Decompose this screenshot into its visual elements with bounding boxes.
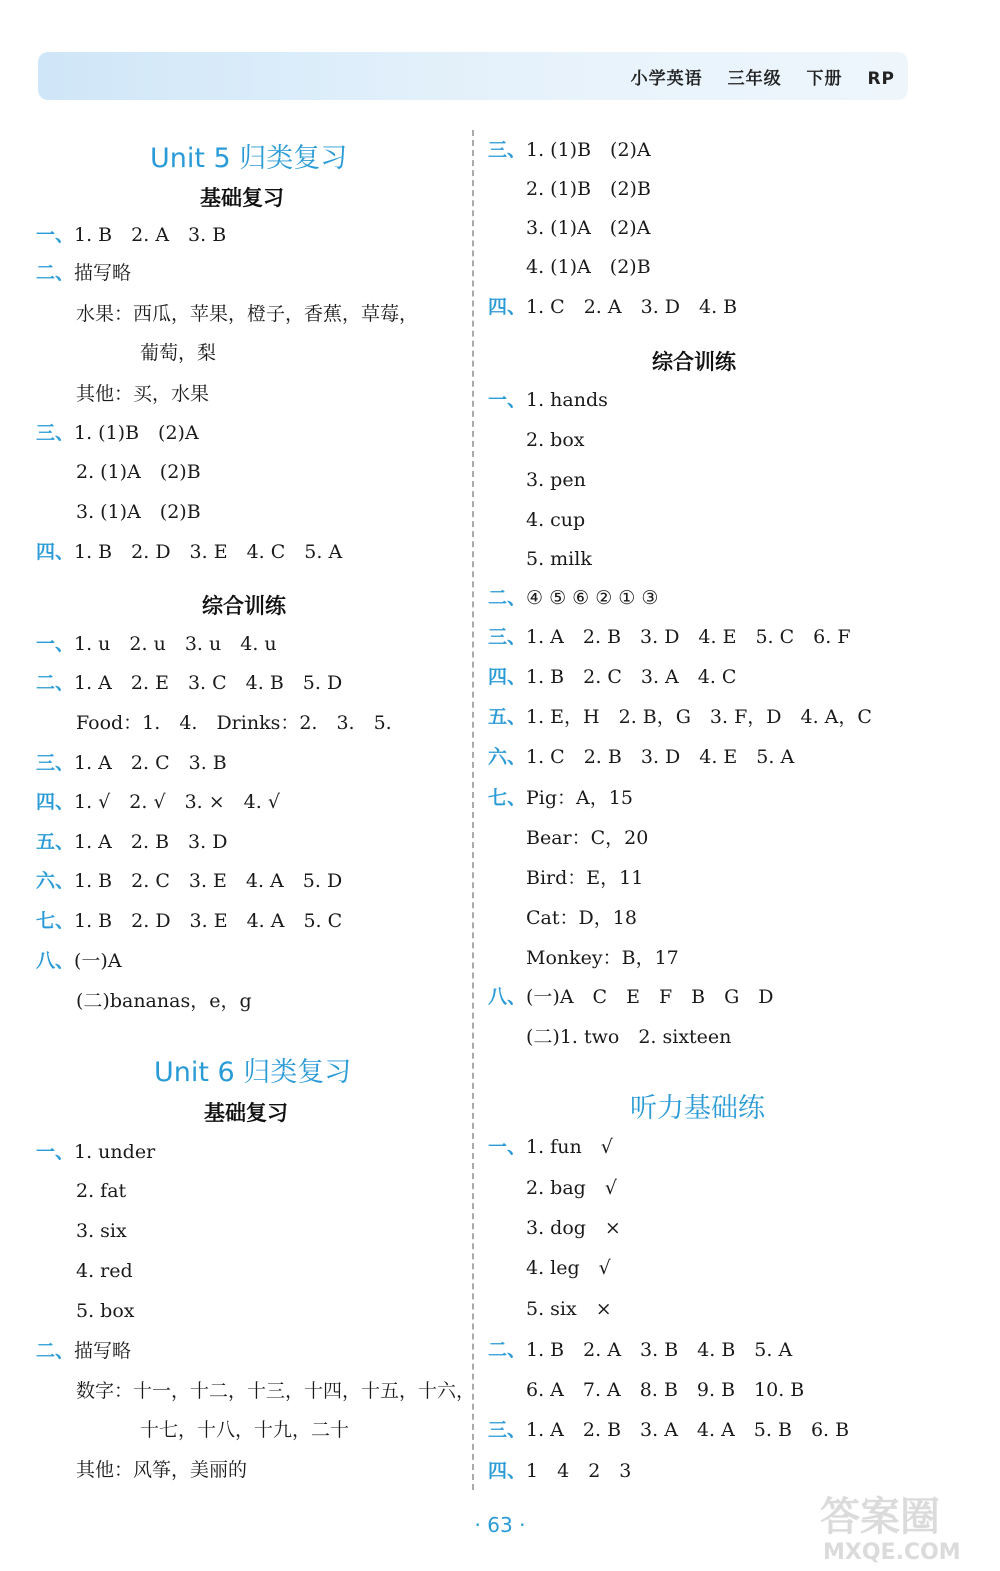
rcombo-line — [488, 786, 633, 810]
rlisten-line — [526, 1216, 621, 1240]
u5basic-line — [36, 421, 199, 445]
question-number: 七、 — [488, 787, 527, 809]
question-number: 八、 — [488, 986, 527, 1008]
u6basic-line — [76, 1179, 126, 1203]
question-number: 三、 — [488, 1419, 527, 1441]
rtop-line — [488, 138, 651, 162]
question-number: 五、 — [36, 831, 75, 853]
answer-text: Monkey：B，17 — [526, 947, 679, 969]
u5combo-line — [36, 830, 227, 854]
answer-text: 1 4 2 3 — [526, 1460, 632, 1482]
u5combo-line — [76, 989, 252, 1013]
column-divider — [472, 130, 474, 1490]
answer-text: 1. √ 2. √ 3. × 4. √ — [74, 791, 280, 813]
rcombo-line — [526, 866, 643, 890]
answer-text: 3. (1)A (2)B — [76, 501, 201, 523]
answer-text: 1. C 2. A 3. D 4. B — [526, 296, 738, 318]
answer-text: 1. B 2. D 3. E 4. A 5. C — [74, 910, 343, 932]
rtop-line — [526, 177, 651, 201]
answer-text: 2. box — [526, 429, 585, 451]
watermark-logo — [815, 1485, 985, 1565]
answer-text: (二)1. two 2. sixteen — [526, 1026, 732, 1048]
answer-text: 1. A 2. C 3. B — [74, 752, 227, 774]
question-number: 六、 — [488, 746, 527, 768]
u5combo-line — [36, 869, 342, 893]
answer-text: 1. (1)B (2)A — [74, 422, 199, 444]
answer-text: Pig：A，15 — [526, 787, 633, 809]
answer-text: 2. (1)A (2)B — [76, 461, 201, 483]
u5basic-line — [76, 382, 209, 406]
question-number: 一、 — [488, 389, 527, 411]
answer-text: 葡萄，梨 — [140, 342, 217, 364]
rcombo-line — [488, 586, 658, 610]
answer-text: 2. (1)B (2)B — [526, 178, 651, 200]
rcombo-line — [488, 625, 851, 649]
answer-text: 描写略 — [74, 262, 132, 284]
answer-text: 数字：十一，十二，十三，十四，十五，十六， — [76, 1380, 476, 1402]
rcombo-line — [526, 826, 648, 850]
answer-text: 1. B 2. C 3. A 4. C — [526, 666, 737, 688]
answer-text: 其他：风筝，美丽的 — [76, 1459, 248, 1481]
answer-text: 描写略 — [74, 1340, 132, 1362]
answer-text: 4. leg √ — [526, 1257, 611, 1279]
question-number: 三、 — [36, 422, 75, 444]
rcombo-line — [488, 665, 736, 689]
rcombo-line — [526, 1025, 731, 1049]
answer-text: 3. pen — [526, 469, 586, 491]
rlisten-line — [526, 1256, 611, 1280]
question-number: 八、 — [36, 950, 75, 972]
rcombo-line — [526, 906, 637, 930]
question-number: 二、 — [488, 587, 527, 609]
u5basic-line — [36, 540, 342, 564]
rtop-line — [526, 216, 650, 240]
answer-text: (二)bananas，e，g — [76, 990, 252, 1012]
rtop-line — [488, 295, 737, 319]
question-number: 七、 — [36, 910, 75, 932]
answer-text: 1. B 2. C 3. E 4. A 5. D — [74, 870, 343, 892]
answer-text: 4. (1)A (2)B — [526, 256, 651, 278]
question-number: 二、 — [36, 1340, 75, 1362]
question-number: 一、 — [36, 1141, 75, 1163]
u6basic-line — [36, 1339, 131, 1363]
question-number: 五、 — [488, 706, 527, 728]
question-number: 三、 — [36, 752, 75, 774]
question-number: 三、 — [488, 139, 527, 161]
u5basic-line — [76, 302, 418, 326]
u6basic-line — [140, 1418, 349, 1442]
answer-text: Bear：C，20 — [526, 827, 649, 849]
question-number: 三、 — [488, 626, 527, 648]
answer-text: Bird：E，11 — [526, 867, 644, 889]
answer-text: 4. cup — [526, 509, 586, 531]
question-number: 一、 — [36, 633, 75, 655]
u5combo-line — [36, 671, 342, 695]
question-number: 四、 — [488, 666, 527, 688]
header-labels — [613, 64, 895, 89]
answer-text: 1. A 2. B 3. D — [74, 831, 228, 853]
u6basic-line — [76, 1458, 247, 1482]
u5combo-line — [36, 790, 280, 814]
question-number: 六、 — [36, 870, 75, 892]
answer-text: 5. box — [76, 1300, 135, 1322]
rcombo-line — [526, 547, 592, 571]
question-number: 一、 — [36, 224, 75, 246]
answer-text: 1. B 2. A 3. B — [74, 224, 227, 246]
rlisten-line — [488, 1135, 613, 1159]
watermark-text: 答案圈 — [820, 1494, 940, 1540]
u6basic-line — [76, 1299, 134, 1323]
answer-text: 1. under — [74, 1141, 156, 1163]
right-combo-title: 综合训练 — [652, 350, 736, 374]
u5basic-line — [76, 460, 201, 484]
rcombo-line — [526, 508, 585, 532]
answer-text: 1. A 2. E 3. C 4. B 5. D — [74, 672, 343, 694]
rlisten-line — [526, 1176, 617, 1200]
answer-text: 1. C 2. B 3. D 4. E 5. A — [526, 746, 795, 768]
answer-text: 1. (1)B (2)A — [526, 139, 651, 161]
answer-text: 3. (1)A (2)A — [526, 217, 651, 239]
answer-text: 十七，十八，十九，二十 — [140, 1419, 350, 1441]
answer-text: 1. A 2. B 3. A 4. A 5. B 6. B — [526, 1419, 850, 1441]
rcombo-line — [488, 745, 794, 769]
answer-text: (一)A C E F B G D — [526, 986, 774, 1008]
rlisten-line — [526, 1297, 612, 1321]
rcombo-line — [526, 946, 679, 970]
u5combo-line — [36, 949, 122, 973]
rlisten-line — [488, 1459, 631, 1483]
rlisten-line — [488, 1338, 792, 1362]
answer-text: 1. B 2. A 3. B 4. B 5. A — [526, 1339, 793, 1361]
rcombo-line — [488, 705, 872, 729]
answer-text: ④ ⑤ ⑥ ② ① ③ — [526, 587, 659, 609]
header-subject: 小学英语 — [630, 69, 703, 89]
question-number: 四、 — [488, 1460, 527, 1482]
u5combo-line — [76, 711, 392, 735]
u5combo-line — [36, 751, 227, 775]
answer-text: 1. u 2. u 3. u 4. u — [74, 633, 277, 655]
u5basic-line — [36, 223, 226, 247]
question-number: 二、 — [36, 672, 75, 694]
unit6-title: Unit 6 归类复习 — [154, 1057, 352, 1088]
answer-text: 2. bag √ — [526, 1177, 617, 1199]
unit6-basic-title: 基础复习 — [204, 1101, 288, 1125]
answer-text: 1. B 2. D 3. E 4. C 5. A — [74, 541, 343, 563]
u5combo-line — [36, 632, 277, 656]
u5combo-line — [36, 909, 342, 933]
question-number: 一、 — [488, 1136, 527, 1158]
answer-text: 3. six — [76, 1220, 127, 1242]
unit5-title: Unit 5 归类复习 — [150, 143, 348, 174]
u6basic-line — [36, 1140, 155, 1164]
header-volume: 下册 — [806, 69, 843, 89]
answer-text: (一)A — [74, 950, 122, 972]
rlisten-line — [526, 1378, 804, 1402]
listening-title: 听力基础练 — [630, 1093, 765, 1124]
answer-text: 1. hands — [526, 389, 608, 411]
rlisten-line — [488, 1418, 849, 1442]
u5basic-line — [140, 341, 216, 365]
u5basic-line — [36, 261, 131, 285]
rtop-line — [526, 255, 651, 279]
unit5-combo-title: 综合训练 — [202, 594, 286, 618]
answer-text: Food：1. 4. Drinks：2. 3. 5. — [76, 712, 392, 734]
answer-text: 水果：西瓜，苹果，橙子，香蕉，草莓， — [76, 303, 419, 325]
header-edition: RP — [867, 69, 895, 89]
answer-text: 1. E，H 2. B，G 3. F，D 4. A，C — [526, 706, 872, 728]
question-number: 四、 — [488, 296, 527, 318]
answer-text: 2. fat — [76, 1180, 127, 1202]
answer-text: Cat：D，18 — [526, 907, 637, 929]
u6basic-line — [76, 1259, 133, 1283]
answer-text: 其他：买，水果 — [76, 383, 210, 405]
unit5-basic-title: 基础复习 — [200, 186, 284, 210]
answer-text: 5. milk — [526, 548, 592, 570]
question-number: 四、 — [36, 791, 75, 813]
question-number: 四、 — [36, 541, 75, 563]
u6basic-line — [76, 1219, 127, 1243]
rcombo-line — [526, 468, 586, 492]
rcombo-line — [488, 388, 608, 412]
u6basic-line — [76, 1379, 475, 1403]
answer-text: 1. A 2. B 3. D 4. E 5. C 6. F — [526, 626, 851, 648]
question-number: 二、 — [488, 1339, 527, 1361]
rcombo-line — [488, 985, 774, 1009]
header-grade: 三年级 — [727, 69, 782, 89]
question-number: 二、 — [36, 262, 75, 284]
answer-text: 1. fun √ — [526, 1136, 613, 1158]
answer-text: 6. A 7. A 8. B 9. B 10. B — [526, 1379, 805, 1401]
answer-text: 5. six × — [526, 1298, 612, 1320]
answer-text: 3. dog × — [526, 1217, 621, 1239]
page-number: · 63 · — [474, 1513, 526, 1537]
answer-text: 4. red — [76, 1260, 133, 1282]
watermark-url: MXQE.COM — [823, 1540, 961, 1565]
u5basic-line — [76, 500, 201, 524]
rcombo-line — [526, 428, 584, 452]
